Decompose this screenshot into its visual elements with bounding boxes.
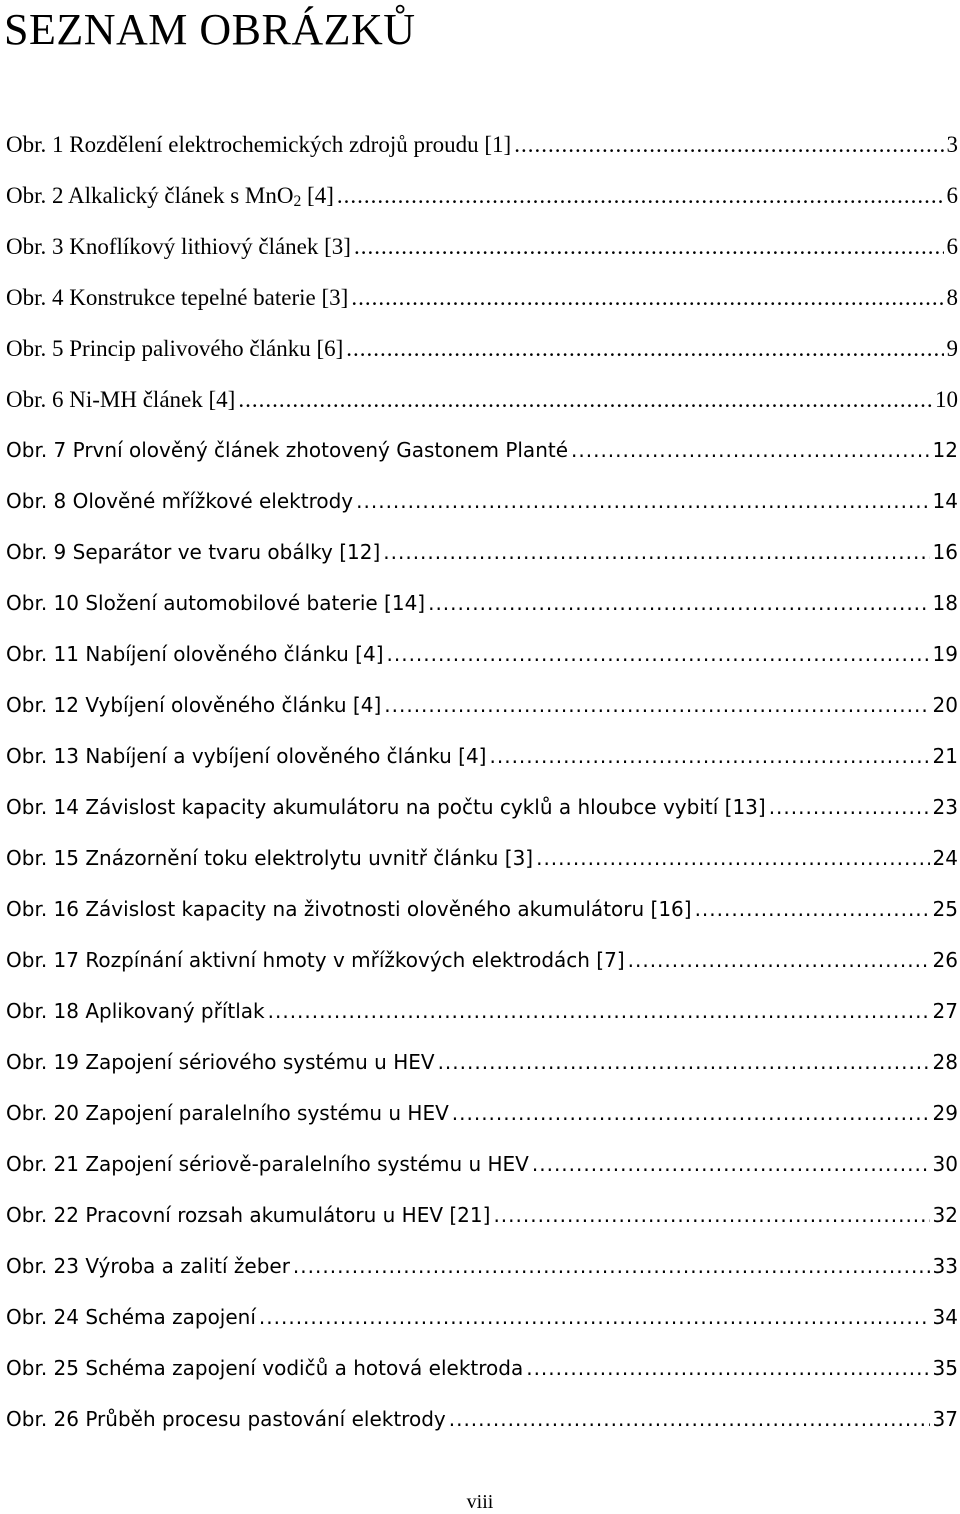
toc-entry-page-number: 33: [932, 1254, 958, 1278]
toc-entry-page-number: 6: [946, 183, 958, 208]
toc-entry-page-number: 25: [932, 897, 958, 921]
toc-entry-label-text: Obr. 25 Schéma zapojení vodičů a hotová elektroda: [6, 1356, 524, 1380]
toc-entry-label: [6, 1241, 290, 1292]
toc-entry-label: [6, 119, 511, 170]
toc-entry-label-text: Obr. 6 Ni-MH článek [4]: [6, 387, 236, 412]
toc-entry-page-number: 21: [932, 744, 958, 768]
toc-entry-label-text: Obr. 26 Průběh procesu pastování elektrody: [6, 1407, 446, 1431]
dot-leader: [438, 1037, 930, 1088]
toc-entry-page-number: 10: [935, 387, 958, 412]
dot-leader: [351, 272, 943, 323]
toc-entry-label: [6, 833, 533, 884]
toc-entry-page-number: 23: [932, 795, 958, 819]
dot-leader: [268, 986, 930, 1037]
toc-entry-page-number: 6: [946, 234, 958, 259]
toc-entry-label: [6, 680, 381, 731]
toc-entry-page-number: 8: [946, 285, 958, 310]
toc-entry-page-number: 9: [946, 336, 958, 361]
toc-entry-label: [6, 1037, 435, 1088]
toc-entry-label: [6, 1394, 446, 1445]
dot-leader: [532, 1139, 930, 1190]
dot-leader: [769, 782, 930, 833]
dot-leader: [493, 1190, 929, 1241]
toc-entry[interactable]: [6, 1241, 958, 1292]
toc-entry-label-text: Obr. 1 Rozdělení elektrochemických zdrojů proudu [1]: [6, 132, 512, 157]
toc-entry[interactable]: [6, 1139, 958, 1190]
dot-leader: [452, 1088, 930, 1139]
dot-leader: [490, 731, 930, 782]
toc-entry[interactable]: [6, 1343, 958, 1394]
toc-entry-label: [6, 1088, 449, 1139]
toc-entry[interactable]: [6, 1292, 958, 1343]
toc-entry-label-text: Obr. 21 Zapojení sériově-paralelního systému u HEV: [6, 1152, 529, 1176]
toc-entry-label-text: Obr. 10 Složení automobilové baterie [14]: [6, 591, 426, 615]
toc-entry-label: [6, 425, 568, 476]
dot-leader: [384, 680, 929, 731]
toc-entry-label: [6, 1292, 256, 1343]
toc-entry-page-number: 20: [932, 693, 958, 717]
dot-leader: [514, 119, 943, 170]
toc-entry-label-text: Obr. 20 Zapojení paralelního systému u HEV: [6, 1101, 449, 1125]
toc-entry-page-number: 12: [932, 438, 958, 462]
toc-entry-label-text: Obr. 2 Alkalický článek s MnO: [6, 183, 294, 208]
toc-entry[interactable]: [6, 935, 958, 986]
toc-entry-label-text: Obr. 14 Závislost kapacity akumulátoru na počtu cyklů a hloubce vybití [13]: [6, 795, 766, 819]
toc-entry-label-text: Obr. 18 Aplikovaný přítlak: [6, 999, 265, 1023]
toc-entry-label: [6, 476, 353, 527]
toc-entry[interactable]: [6, 476, 958, 527]
toc-entry-page-number: 14: [932, 489, 958, 513]
toc-entry[interactable]: [6, 782, 958, 833]
toc-entry-label-text: Obr. 16 Závislost kapacity na životnosti olověného akumulátoru [16]: [6, 897, 692, 921]
dot-leader: [356, 476, 929, 527]
toc-entry-label: [6, 1139, 529, 1190]
toc-entry-label: [6, 731, 487, 782]
toc-entry[interactable]: [6, 578, 958, 629]
toc-entry-label-suffix: [4]: [301, 183, 334, 208]
toc-entry-label: [6, 884, 692, 935]
toc-entry-label: [6, 170, 334, 221]
toc-entry[interactable]: [6, 884, 958, 935]
toc-entry-label: [6, 1343, 523, 1394]
toc-entry[interactable]: [6, 1037, 958, 1088]
toc-entry-page-number: 35: [932, 1356, 958, 1380]
toc-entry-label-text: Obr. 24 Schéma zapojení: [6, 1305, 256, 1329]
toc-entry-page-number: 37: [932, 1407, 958, 1431]
toc-entry[interactable]: [6, 425, 958, 476]
toc-entry-label: [6, 578, 425, 629]
toc-entry[interactable]: [6, 374, 958, 425]
dot-leader: [526, 1343, 929, 1394]
toc-entry-label-text: Obr. 5 Princip palivového článku [6]: [6, 336, 344, 361]
dot-leader: [238, 374, 932, 425]
toc-entry-label-text: Obr. 19 Zapojení sériového systému u HEV: [6, 1050, 435, 1074]
dot-leader: [383, 527, 929, 578]
toc-entry[interactable]: [6, 1394, 958, 1445]
toc-entry[interactable]: [6, 1088, 958, 1139]
toc-entry[interactable]: [6, 833, 958, 884]
dot-leader: [428, 578, 929, 629]
figure-list: [6, 119, 958, 1445]
toc-entry-label: [6, 935, 625, 986]
toc-entry-page-number: 19: [932, 642, 958, 666]
dot-leader: [346, 323, 943, 374]
dot-leader: [628, 935, 930, 986]
toc-entry-page-number: 28: [932, 1050, 958, 1074]
toc-entry-page-number: 27: [932, 999, 958, 1023]
toc-entry-label-text: Obr. 9 Separátor ve tvaru obálky [12]: [6, 540, 381, 564]
toc-entry[interactable]: [6, 272, 958, 323]
toc-entry[interactable]: [6, 680, 958, 731]
dot-leader: [354, 221, 944, 272]
dot-leader: [571, 425, 930, 476]
toc-entry-label-text: Obr. 13 Nabíjení a vybíjení olověného článku [4]: [6, 744, 487, 768]
toc-entry-label: [6, 221, 351, 272]
toc-entry-label-text: Obr. 15 Znázornění toku elektrolytu uvnitř článku [3]: [6, 846, 534, 870]
toc-entry-label-text: Obr. 3 Knoflíkový lithiový článek [3]: [6, 234, 351, 259]
dot-leader: [293, 1241, 930, 1292]
toc-entry-label: [6, 986, 265, 1037]
toc-entry-page-number: 34: [932, 1305, 958, 1329]
toc-entry-page-number: 26: [932, 948, 958, 972]
toc-entry[interactable]: [6, 731, 958, 782]
toc-entry-page-number: 16: [932, 540, 958, 564]
toc-entry-label: [6, 1190, 490, 1241]
toc-entry-label: [6, 629, 384, 680]
toc-entry-label-text: Obr. 22 Pracovní rozsah akumulátoru u HEV [21]: [6, 1203, 491, 1227]
dot-leader: [449, 1394, 930, 1445]
toc-entry-label-text: Obr. 11 Nabíjení olověného článku [4]: [6, 642, 384, 666]
toc-entry[interactable]: [6, 221, 958, 272]
toc-entry-label: [6, 782, 766, 833]
toc-entry-page-number: 30: [932, 1152, 958, 1176]
toc-entry[interactable]: [6, 119, 958, 170]
toc-entry[interactable]: [6, 1190, 958, 1241]
toc-entry[interactable]: [6, 170, 958, 221]
toc-entry-label: [6, 527, 380, 578]
dot-leader: [337, 170, 944, 221]
toc-entry-label-text: Obr. 12 Vybíjení olověného článku [4]: [6, 693, 382, 717]
toc-entry-label: [6, 272, 348, 323]
dot-leader: [259, 1292, 930, 1343]
toc-entry-label-text: Obr. 8 Olověné mřížkové elektrody: [6, 489, 354, 513]
toc-entry-subscript: 2: [293, 193, 302, 211]
toc-entry-page-number: 3: [946, 132, 958, 157]
toc-entry-page-number: 24: [932, 846, 958, 870]
toc-entry-page-number: 29: [932, 1101, 958, 1125]
page-number-footer: viii: [466, 1491, 494, 1513]
dot-leader: [536, 833, 929, 884]
dot-leader: [387, 629, 930, 680]
toc-entry[interactable]: [6, 527, 958, 578]
toc-entry-label-text: Obr. 17 Rozpínání aktivní hmoty v mřížkových elektrodách [7]: [6, 948, 625, 972]
toc-entry-label: [6, 374, 235, 425]
toc-entry-label-text: Obr. 7 První olověný článek zhotovený Gastonem Planté: [6, 438, 569, 462]
toc-entry[interactable]: [6, 986, 958, 1037]
toc-entry-label-text: Obr. 23 Výroba a zalití žeber: [6, 1254, 290, 1278]
toc-entry-label-text: Obr. 4 Konstrukce tepelné baterie [3]: [6, 285, 349, 310]
toc-entry-page-number: 32: [932, 1203, 958, 1227]
toc-entry[interactable]: [6, 629, 958, 680]
toc-entry-label: [6, 323, 343, 374]
toc-entry-page-number: 18: [932, 591, 958, 615]
toc-entry[interactable]: [6, 323, 958, 374]
dot-leader: [695, 884, 930, 935]
page-title: SEZNAM OBRÁZKŮ: [4, 5, 416, 54]
